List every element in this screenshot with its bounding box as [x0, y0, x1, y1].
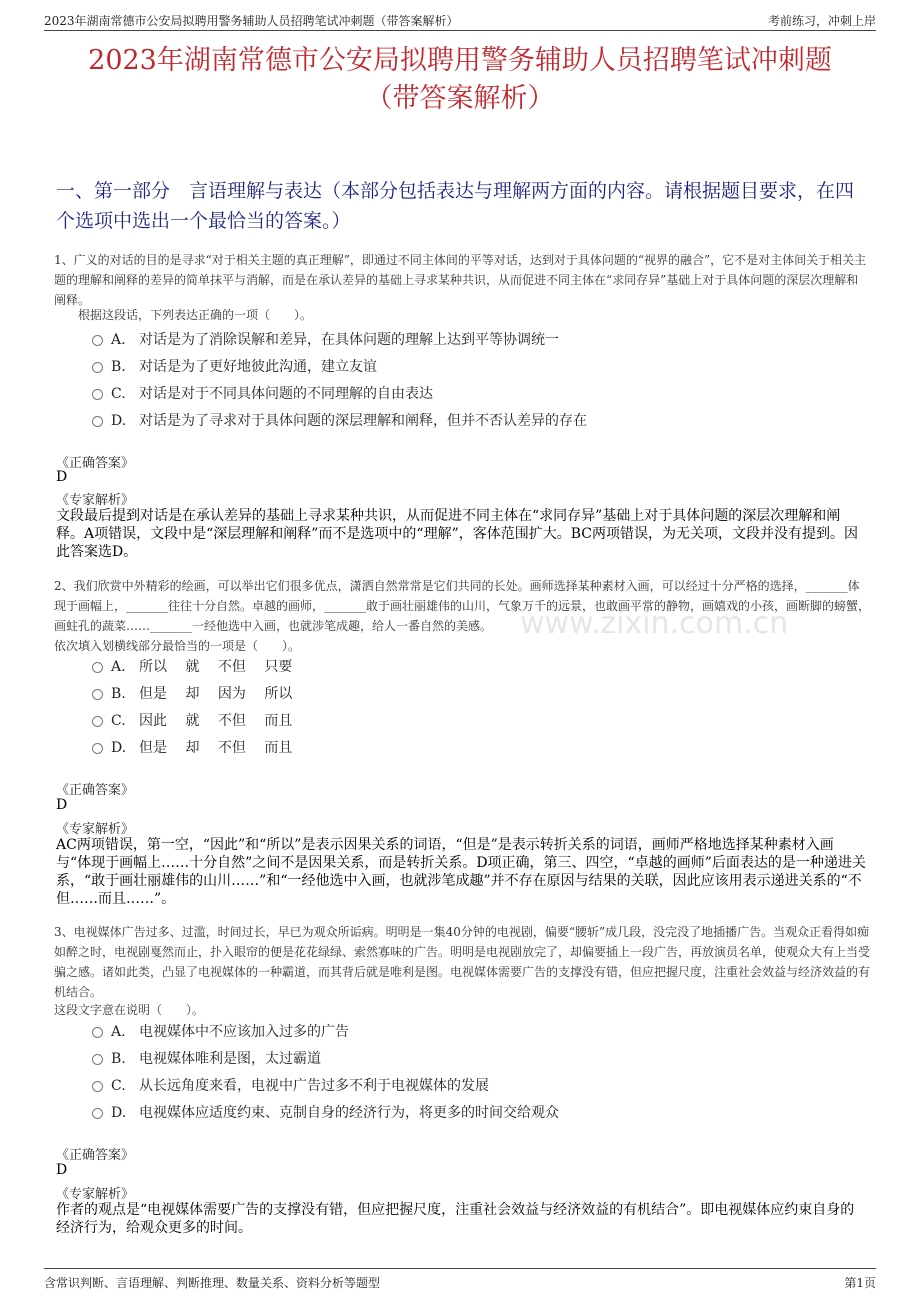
option-text: 对话是为了消除误解和差异，在具体问题的理解上达到平等协调统一 [139, 332, 559, 348]
header-doc-title: 2023年湖南常德市公安局拟聘用警务辅助人员招聘笔试冲刺题（带答案解析） [44, 14, 459, 28]
option-letter: D. [111, 1105, 127, 1121]
option-letter: B. [111, 1051, 126, 1067]
question-3-text: 3、电视媒体广告过多、过滥，时间过长，早已为观众所诟病。明明是一集40分钟的电视剧，偏要“腰斩”成几段，没完没了地插播广告。当观众正看得如痴如醉之时，电视剧戛然而止，扑入眼帘的便是花花绿绿、索然寡味的广告。明明是电视剧放完了，却偏要插上一段广告，再放演员名单，使观众大有上当受骗之感。诸如此类，凸显了电视媒体的一种霸道，而其背后就是唯利是图。电视媒体需要广告的支撑没有错，但应把握尺度，注重社会效益与经济效益的有机结合。 [54, 925, 871, 999]
radio-icon[interactable] [92, 1108, 103, 1119]
analysis-label: 《专家解析》 [56, 493, 135, 508]
radio-icon[interactable] [92, 389, 103, 400]
question-1-option-a[interactable] [92, 329, 559, 349]
page-title [40, 42, 880, 118]
answer-label: 《正确答案》 [56, 456, 135, 471]
option-text: 从长远角度来看，电视中广告过多不利于电视媒体的发展 [139, 1078, 489, 1094]
question-3-option-a[interactable] [92, 1021, 349, 1041]
question-1-option-d[interactable] [92, 410, 587, 430]
analysis-label: 《专家解析》 [56, 1187, 135, 1202]
option-text: 但是 却 因为 所以 [139, 686, 293, 702]
option-letter: B. [111, 686, 126, 702]
question-2-option-a[interactable] [92, 656, 292, 676]
question-3-option-d[interactable] [92, 1102, 559, 1122]
radio-icon[interactable] [92, 716, 103, 727]
question-2-option-b[interactable] [92, 683, 292, 703]
question-1-stem: 根据这段话，下列表达正确的一项（ ）。 [78, 308, 313, 322]
question-3-stem: 这段文字意在说明（ ）。 [54, 1003, 205, 1017]
radio-icon[interactable] [92, 662, 103, 673]
question-2-answer: D [56, 797, 68, 813]
option-text: 对话是对于不同具体问题的不同理解的自由表达 [139, 386, 433, 402]
header-slogan: 考前练习，冲刺上岸 [767, 14, 876, 28]
radio-icon[interactable] [92, 743, 103, 754]
question-1-option-b[interactable] [92, 356, 377, 376]
footer-topics: 含常识判断、言语理解、判断推理、数量关系、资料分析等题型 [44, 1276, 381, 1290]
question-2-option-d[interactable] [92, 737, 292, 757]
option-text: 所以 就 不但 只要 [139, 659, 293, 675]
question-3-option-c[interactable] [92, 1075, 489, 1095]
radio-icon[interactable] [92, 416, 103, 427]
option-letter: C. [111, 386, 126, 402]
analysis-label: 《专家解析》 [56, 822, 135, 837]
option-letter: A. [111, 332, 126, 348]
option-text: 对话是为了更好地彼此沟通，建立友谊 [139, 359, 377, 375]
page-number: 第1页 [844, 1276, 876, 1290]
question-3-analysis: 作者的观点是“电视媒体需要广告的支撑没有错，但应把握尺度，注重社会效益与经济效益的有机结合”。即电视媒体应约束自身的经济行为，给观众更多的时间。 [56, 1202, 855, 1236]
option-letter: B. [111, 359, 126, 375]
option-text: 电视媒体中不应该加入过多的广告 [139, 1024, 349, 1040]
option-letter: A. [111, 1024, 126, 1040]
option-text: 电视媒体应适度约束、克制自身的经济行为，将更多的时间交给观众 [139, 1105, 559, 1121]
radio-icon[interactable] [92, 1027, 103, 1038]
question-2-text: 2、我们欣赏中外精彩的绘画，可以举出它们很多优点，潇洒自然常常是它们共同的长处。画师选择某种素材入画，可以经过十分严格的选择，_______体现于画幅上，_______往往十分自然。卓越的画师，_______敢于画壮丽雄伟的山川，气象万千的远景，也敢画平常的静物，画嬉戏的小孩，画断脚的螃蟹，画蛀孔的蔬菜……_______一经他选中入画，也就涉笔成趣，给人一番自然的美感。 [54, 579, 871, 633]
radio-icon[interactable] [92, 335, 103, 346]
answer-label: 《正确答案》 [56, 1148, 135, 1163]
option-text: 因此 就 不但 而且 [139, 713, 293, 729]
radio-icon[interactable] [92, 362, 103, 373]
option-text: 对话是为了寻求对于具体问题的深层理解和阐释，但并不否认差异的存在 [139, 413, 587, 429]
page-title-line2: （带答案解析） [365, 83, 555, 114]
answer-label: 《正确答案》 [56, 783, 135, 798]
option-text: 电视媒体唯利是图，太过霸道 [139, 1051, 321, 1067]
option-text: 但是 却 不但 而且 [139, 740, 293, 756]
option-letter: A. [111, 659, 126, 675]
question-1-option-c[interactable] [92, 383, 433, 403]
radio-icon[interactable] [92, 1054, 103, 1065]
question-1-analysis: 文段最后提到对话是在承认差异的基础上寻求某种共识，从而促进不同主体在“求同存异”基础上对于具体问题的深层次理解和阐释。A项错误，文段中是“深层理解和阐释”而不是选项中的“理解”，客体范围扩大。BC两项错误，为无关项，文段并没有提到。因此答案选D。 [56, 508, 858, 560]
option-letter: C. [111, 1078, 126, 1094]
section-heading: 一、第一部分 言语理解与表达（本部分包括表达与理解两方面的内容。请根据题目要求，在四个选项中选出一个最恰当的答案。） [56, 180, 855, 232]
page-header [44, 10, 876, 31]
question-3-option-b[interactable] [92, 1048, 321, 1068]
option-letter: C. [111, 713, 126, 729]
page-title-line1: 2023年湖南常德市公安局拟聘用警务辅助人员招聘笔试冲刺题 [88, 45, 832, 76]
question-2-option-c[interactable] [92, 710, 292, 730]
radio-icon[interactable] [92, 689, 103, 700]
question-1-answer: D [56, 469, 68, 485]
option-letter: D. [111, 740, 127, 756]
option-letter: D. [111, 413, 127, 429]
watermark: www.zixin.com.cn [520, 606, 789, 641]
page-footer [44, 1268, 876, 1293]
question-2-stem: 依次填入划横线部分最恰当的一项是（ ）。 [54, 639, 301, 653]
question-1-text: 1、广义的对话的目的是寻求“对于相关主题的真正理解”，即通过不同主体间的平等对话，达到对于具体问题的“视界的融合”，它不是对主体间关于相关主题的理解和阐释的差异的简单抹平与消解，而是在承认差异的基础上寻求某种共识，从而促进不同主体在“求同存异”基础上对于具体问题的深层次理解和阐释。 [54, 253, 867, 307]
question-2-analysis: AC两项错误，第一空，“因此”和“所以”是表示因果关系的词语，“但是”是表示转折关系的词语，画师严格地选择某种素材入画与“体现于画幅上……十分自然”之间不是因果关系，而是转折关系。D项正确，第三、四空，“卓越的画师”后面表达的是一种递进关系，“敢于画壮丽雄伟的山川……”和“一经他选中入画，也就涉笔成趣”并不存在原因与结果的关联，因此应该用表示递进关系的“不但……而且……”。 [56, 837, 866, 907]
radio-icon[interactable] [92, 1081, 103, 1092]
question-3-answer: D [56, 1162, 68, 1178]
